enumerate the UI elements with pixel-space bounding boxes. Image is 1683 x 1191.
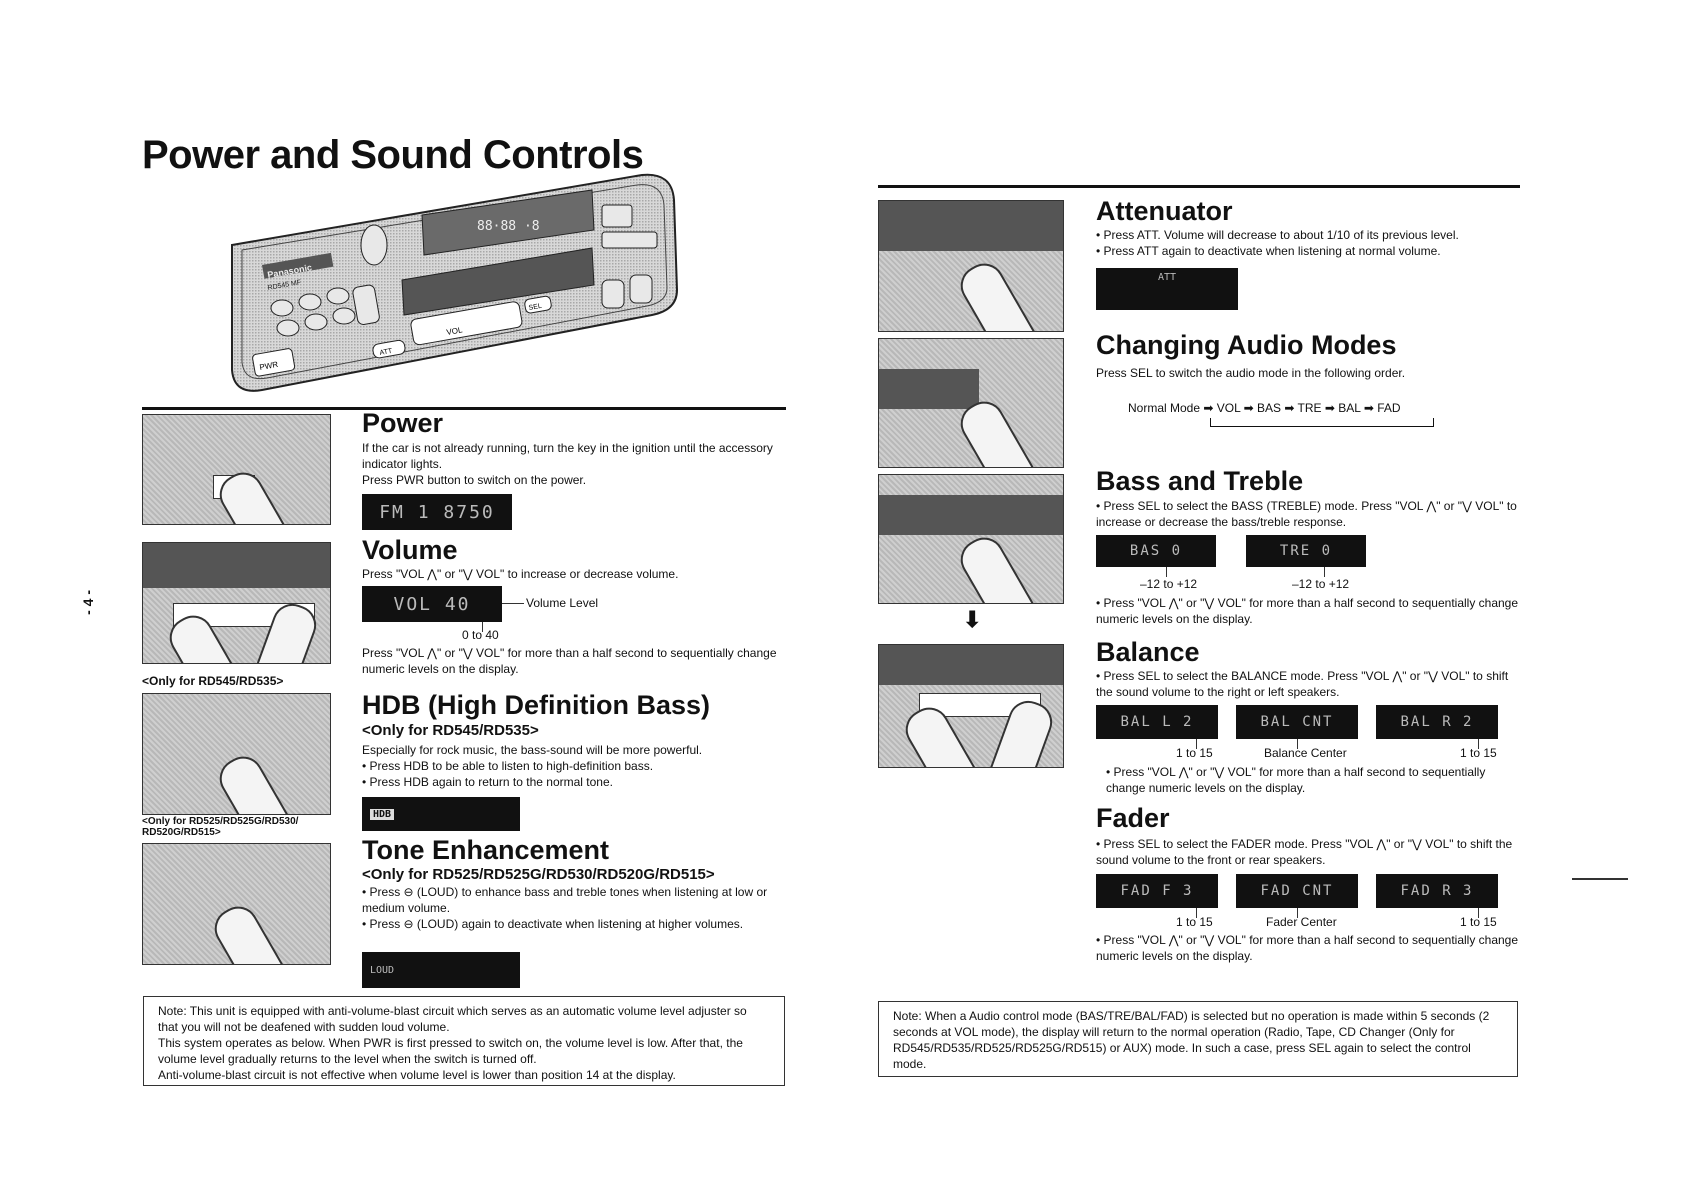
balance-lcd-left: BAL L 2 <box>1096 705 1218 739</box>
hdb-subheading: <Only for RD545/RD535> <box>362 722 539 739</box>
tone-bullet-2: • Press ⊖ (LOUD) again to deactivate when listening at higher volumes. <box>362 917 744 931</box>
fader-lcd-rear: FAD R 3 <box>1376 874 1498 908</box>
audio-modes-sequence: Normal Mode ➡ VOL ➡ BAS ➡ TRE ➡ BAL ➡ FAD <box>1128 401 1401 415</box>
attenuator-heading: Attenuator <box>1096 196 1233 226</box>
bass-range: –12 to +12 <box>1140 577 1198 591</box>
down-arrow-icon: ⬇ <box>963 607 982 632</box>
fader-lcd-center: FAD CNT <box>1236 874 1358 908</box>
note-left-line-3: Anti-volume-blast circuit is not effective when volume level is lower than position 14 at the display. <box>158 1068 676 1082</box>
balance-lcd-right: BAL R 2 <box>1376 705 1498 739</box>
tone-lcd: LOUD <box>362 952 520 988</box>
power-heading: Power <box>362 408 444 438</box>
volume-text-2: Press "VOL ⋀" or "⋁ VOL" for more than a half second to sequentially change numeric levels on the display. <box>362 646 777 676</box>
volume-text-1: Press "VOL ⋀" or "⋁ VOL" to increase or decrease volume. <box>362 567 679 581</box>
audio-modes-heading: Changing Audio Modes <box>1096 330 1397 360</box>
power-lcd: FM 1 8750 <box>362 494 512 530</box>
right-section-rule <box>878 185 1520 188</box>
photo-pwr-press <box>142 414 331 525</box>
hdb-lcd <box>362 797 520 831</box>
treble-range-tick <box>1324 567 1325 577</box>
balance-lcd-center: BAL CNT <box>1236 705 1358 739</box>
photo-sel-press-1 <box>878 338 1064 468</box>
bass-lcd: BAS 0 <box>1096 535 1216 567</box>
bass-range-tick <box>1166 567 1167 577</box>
balance-center-label: Balance Center <box>1264 746 1347 760</box>
photo-loud-press <box>142 843 331 965</box>
attenuator-bullet-2: • Press ATT again to deactivate when listening at normal volume. <box>1096 244 1441 258</box>
panel-model: RD545 MF <box>267 279 302 292</box>
panel-att-label: ATT <box>379 347 393 357</box>
treble-lcd: TRE 0 <box>1246 535 1366 567</box>
volume-lcd: VOL 40 <box>362 586 502 622</box>
unit-panel-illustration <box>222 170 682 395</box>
audio-modes-text: Press SEL to switch the audio mode in the following order. <box>1096 366 1406 380</box>
panel-vol-label: VOL <box>445 325 464 337</box>
page-number: - 4 - <box>80 590 96 615</box>
page-title: Power and Sound Controls <box>142 133 644 177</box>
left-section-rule <box>142 407 786 410</box>
margin-mark <box>1572 878 1628 880</box>
tone-subheading: <Only for RD525/RD525G/RD530/RD520G/RD515> <box>362 866 715 883</box>
attenuator-bullet-1: • Press ATT. Volume will decrease to about 1/10 of its previous level. <box>1096 228 1459 242</box>
note-left-line-2: This system operates as below. When PWR is first pressed to switch on, the volume level is low. After that, the volume level gradually returns to the level when the switch is turned off. <box>158 1036 743 1066</box>
caption-only-rd525: <Only for RD525/RD525G/RD530/ RD520G/RD515> <box>142 816 299 838</box>
panel-display-text: 88·88 ·8 <box>477 219 540 234</box>
fader-bullet-1: • Press SEL to select the FADER mode. Press "VOL ⋀" or "⋁ VOL" to shift the sound volume to the front or rear speakers. <box>1096 837 1513 867</box>
photo-vol-press-right <box>878 644 1064 768</box>
bass-treble-bullet-2: • Press "VOL ⋀" or "⋁ VOL" for more than a half second to sequentially change numeric levels on the display. <box>1096 596 1519 626</box>
fader-center-label: Fader Center <box>1266 915 1337 929</box>
volume-level-leader <box>502 603 524 604</box>
attenuator-lcd: ATT <box>1096 268 1238 310</box>
treble-range: –12 to +12 <box>1292 577 1350 591</box>
balance-bullet-2: • Press "VOL ⋀" or "⋁ VOL" for more than a half second to sequentially change numeric levels on the display. <box>1106 765 1486 795</box>
note-left <box>143 996 785 1086</box>
balance-bullet-1: • Press SEL to select the BALANCE mode. Press "VOL ⋀" or "⋁ VOL" to shift the sound volume to the right or left speakers. <box>1096 669 1509 699</box>
balance-left-label: 1 to 15 <box>1176 746 1213 760</box>
fader-front-label: 1 to 15 <box>1176 915 1213 929</box>
panel-brand: Panasonic <box>266 262 313 280</box>
fader-rear-label: 1 to 15 <box>1460 915 1497 929</box>
photo-volume-press <box>142 542 331 664</box>
photo-att-press <box>878 200 1064 332</box>
fader-lcd-front: FAD F 3 <box>1096 874 1218 908</box>
balance-right-label: 1 to 15 <box>1460 746 1497 760</box>
hdb-text-1: Especially for rock music, the bass-sound will be more powerful. <box>362 743 703 757</box>
bass-treble-bullet-1: • Press SEL to select the BASS (TREBLE) mode. Press "VOL ⋀" or "⋁ VOL" to increase or decrease the bass/treble response. <box>1096 499 1517 529</box>
audio-modes-return-loop <box>1210 418 1434 427</box>
power-text-2: Press PWR button to switch on the power. <box>362 473 587 487</box>
hdb-heading: HDB (High Definition Bass) <box>362 690 710 720</box>
panel-pwr-label: PWR <box>258 359 279 372</box>
volume-heading: Volume <box>362 535 458 565</box>
panel-sel-label: SEL <box>528 302 543 312</box>
volume-range: 0 to 40 <box>462 628 499 642</box>
hdb-bullet-1: • Press HDB to be able to listen to high-definition bass. <box>362 759 654 773</box>
photo-hdb-press <box>142 693 331 815</box>
fader-heading: Fader <box>1096 803 1170 833</box>
tone-bullet-1: • Press ⊖ (LOUD) to enhance bass and treble tones when listening at low or medium volume. <box>362 885 768 915</box>
hdb-bullet-2: • Press HDB again to return to the normal tone. <box>362 775 613 789</box>
volume-level-label: Volume Level <box>526 596 599 610</box>
fader-bullet-2: • Press "VOL ⋀" or "⋁ VOL" for more than a half second to sequentially change numeric levels on the display. <box>1096 933 1519 963</box>
hdb-lcd-label: HDB <box>370 809 394 820</box>
caption-only-rd545: <Only for RD545/RD535> <box>142 674 284 688</box>
photo-sel-press-2 <box>878 474 1064 604</box>
bass-treble-heading: Bass and Treble <box>1096 466 1304 496</box>
note-right: Note: When a Audio control mode (BAS/TRE/BAL/FAD) is selected but no operation is made within 5 seconds (2 seconds at VOL mode), the display will return to the normal operation (Radio, Tape, CD Changer (Only for RD545/RD535/RD525/RD525G/RD515) or AUX) mode. In such a case, press SEL again to select the control mode. <box>878 1001 1518 1077</box>
tone-heading: Tone Enhancement <box>362 835 610 865</box>
balance-heading: Balance <box>1096 637 1200 667</box>
power-text-1: If the car is not already running, turn the key in the ignition until the accessory indicator lights. <box>362 441 773 471</box>
note-left-line-1: Note: This unit is equipped with anti-volume-blast circuit which serves as an automatic volume level adjuster so that you will not be deafened with sudden loud volume. <box>158 1004 747 1034</box>
